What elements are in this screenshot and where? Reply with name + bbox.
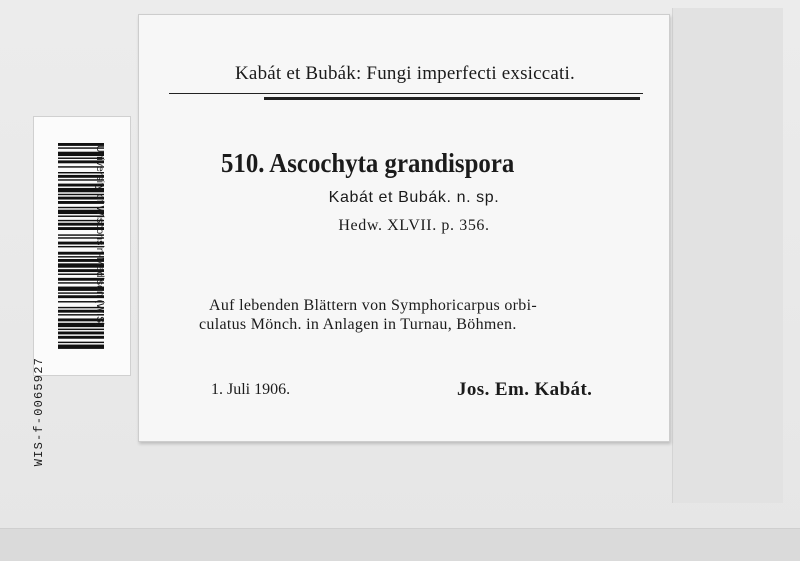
- specimen-number-title: 510. Ascochyta grandispora: [221, 148, 515, 178]
- specimen-label: [138, 14, 670, 442]
- collection-date: 1. Juli 1906.: [211, 381, 291, 398]
- sheet-backing: [672, 8, 783, 503]
- locality-line-2: culatus Mönch. in Anlagen in Turnau, Böhmen.: [199, 316, 517, 333]
- sheet-bottom-edge: [0, 528, 800, 561]
- species-authority: Kabát et Bubák. n. sp.: [328, 189, 500, 206]
- locality-line-1: Auf lebenden Blättern von Symphoricarpus orbi-: [209, 297, 537, 314]
- barcode-id-text: WIS-f-0065927: [32, 357, 46, 467]
- series-rule-thin: [169, 93, 643, 94]
- collector-name: Jos. Em. Kabát.: [457, 379, 593, 400]
- publication-reference: Hedw. XLVII. p. 356.: [338, 217, 490, 234]
- barcode-tag: [32, 116, 131, 467]
- series-title: Kabát et Bubák: Fungi imperfecti exsiccati.: [235, 63, 575, 84]
- series-rule-thick: [264, 97, 640, 100]
- barcode-institution-text: University of Wisconsin-Madison (WIS): [94, 145, 106, 327]
